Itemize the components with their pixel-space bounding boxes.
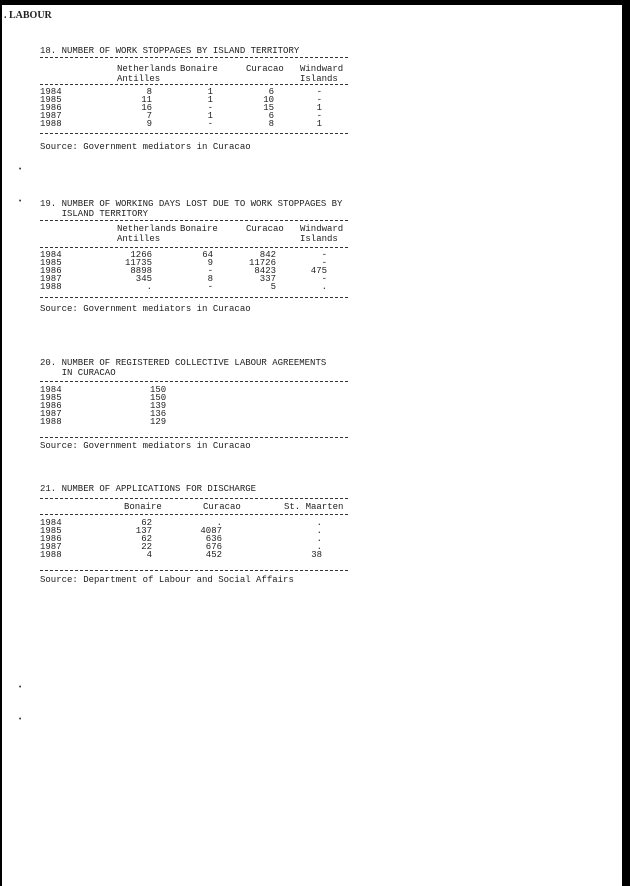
table-cell: - — [207, 282, 213, 292]
table-title: 18. NUMBER OF WORK STOPPAGES BY ISLAND TERRITORY — [40, 46, 300, 56]
dashed-rule — [40, 220, 348, 221]
column-header: Windward — [300, 64, 344, 74]
dashed-rule — [40, 498, 348, 499]
table-cell: . — [216, 518, 222, 528]
table-cell: - — [321, 258, 327, 268]
table-cell: 16 — [141, 103, 152, 113]
table-title: ISLAND TERRITORY — [40, 209, 149, 219]
table-cell: 1266 — [130, 250, 152, 260]
column-header: Curacao — [246, 224, 284, 234]
dashed-rule — [40, 514, 348, 515]
table-cell: 64 — [202, 250, 213, 260]
table-cell: 6 — [268, 87, 274, 97]
dashed-rule — [40, 84, 348, 85]
table-cell: 62 — [141, 518, 152, 528]
table-cell: - — [321, 274, 327, 284]
table-cell: 1 — [316, 103, 322, 113]
table-cell: 11735 — [124, 258, 152, 268]
scan-speck: • — [18, 684, 23, 692]
column-header: Netherlands — [117, 224, 177, 234]
row-year: 1985 — [40, 95, 62, 105]
row-year: 1986 — [40, 534, 62, 544]
table-cell: 842 — [259, 250, 276, 260]
table-cell: 22 — [141, 542, 152, 552]
table-cell: 137 — [135, 526, 152, 536]
row-year: 1988 — [40, 119, 62, 129]
table-cell: . — [146, 282, 152, 292]
table-cell: 1 — [207, 111, 213, 121]
table-cell: 136 — [150, 409, 167, 419]
row-year: 1985 — [40, 526, 62, 536]
row-year: 1984 — [40, 518, 62, 528]
column-header: Netherlands — [117, 64, 177, 74]
table-cell: - — [316, 111, 322, 121]
table-cell: 10 — [263, 95, 274, 105]
table-cell: 129 — [150, 417, 167, 427]
table-source: Source: Government mediators in Curacao — [40, 304, 251, 314]
scan-border-right — [622, 0, 630, 886]
scan-speck: • — [18, 166, 23, 174]
table-cell: . — [316, 526, 322, 536]
row-year: 1986 — [40, 103, 62, 113]
table-cell: 636 — [205, 534, 222, 544]
dashed-rule — [40, 133, 348, 134]
table-cell: 150 — [150, 385, 167, 395]
row-year: 1987 — [40, 274, 62, 284]
table-cell: 150 — [150, 393, 167, 403]
row-year: 1984 — [40, 250, 62, 260]
table-cell: 38 — [311, 550, 322, 560]
table-cell: 11 — [141, 95, 152, 105]
column-header: Islands — [300, 74, 338, 84]
row-year: 1986 — [40, 401, 62, 411]
table-cell: 8898 — [130, 266, 152, 276]
table-cell: 8423 — [254, 266, 276, 276]
dashed-rule — [40, 437, 348, 438]
table-cell: 4 — [146, 550, 152, 560]
table-cell: 62 — [141, 534, 152, 544]
column-header: Bonaire — [124, 502, 162, 512]
column-header: St. Maarten — [284, 502, 344, 512]
table-cell: 452 — [205, 550, 222, 560]
dashed-rule — [40, 297, 348, 298]
table-cell: 11726 — [248, 258, 276, 268]
table-cell: . — [316, 542, 322, 552]
row-year: 1987 — [40, 409, 62, 419]
table-source: Source: Government mediators in Curacao — [40, 441, 251, 451]
scan-speck: • — [18, 198, 23, 206]
dashed-rule — [40, 570, 348, 571]
table-cell: - — [207, 103, 213, 113]
table-cell: 139 — [150, 401, 167, 411]
table-title: 21. NUMBER OF APPLICATIONS FOR DISCHARGE — [40, 484, 257, 494]
table-source: Source: Government mediators in Curacao — [40, 142, 251, 152]
table-title: IN CURACAO — [40, 368, 116, 378]
column-header: Bonaire — [180, 64, 218, 74]
table-title: 20. NUMBER OF REGISTERED COLLECTIVE LABOUR AGREEMENTS — [40, 358, 327, 368]
row-year: 1988 — [40, 282, 62, 292]
table-cell: 1 — [207, 95, 213, 105]
column-header: Curacao — [203, 502, 241, 512]
table-cell: 9 — [207, 258, 213, 268]
row-year: 1984 — [40, 87, 62, 97]
table-cell: 8 — [146, 87, 152, 97]
table-cell: 4087 — [200, 526, 222, 536]
table-cell: 7 — [146, 111, 152, 121]
table-cell: 15 — [263, 103, 274, 113]
table-cell: . — [316, 534, 322, 544]
scan-speck: • — [18, 716, 23, 724]
table-cell: 1 — [316, 119, 322, 129]
table-cell: - — [321, 250, 327, 260]
dashed-rule — [40, 381, 348, 382]
row-year: 1988 — [40, 550, 62, 560]
column-header: Antilles — [117, 74, 161, 84]
column-header: Curacao — [246, 64, 284, 74]
table-cell: - — [316, 87, 322, 97]
table-cell: 676 — [205, 542, 222, 552]
column-header: Bonaire — [180, 224, 218, 234]
dashed-rule — [40, 57, 348, 58]
row-year: 1988 — [40, 417, 62, 427]
table-cell: . — [321, 282, 327, 292]
scan-border-left — [0, 0, 2, 886]
table-cell: 6 — [268, 111, 274, 121]
table-cell: 475 — [310, 266, 327, 276]
row-year: 1985 — [40, 258, 62, 268]
row-year: 1985 — [40, 393, 62, 403]
table-cell: 345 — [135, 274, 152, 284]
table-cell: 5 — [270, 282, 276, 292]
table-cell: 8 — [268, 119, 274, 129]
dashed-rule — [40, 247, 348, 248]
column-header: Antilles — [117, 234, 161, 244]
row-year: 1987 — [40, 542, 62, 552]
table-cell: . — [316, 518, 322, 528]
table-cell: 9 — [146, 119, 152, 129]
table-cell: - — [316, 95, 322, 105]
table-title: 19. NUMBER OF WORKING DAYS LOST DUE TO WORK STOPPAGES BY — [40, 199, 343, 209]
table-cell: - — [207, 266, 213, 276]
scan-border-top — [0, 0, 630, 5]
table-cell: 1 — [207, 87, 213, 97]
table-source: Source: Department of Labour and Social Affairs — [40, 575, 294, 585]
row-year: 1987 — [40, 111, 62, 121]
row-year: 1984 — [40, 385, 62, 395]
table-cell: 8 — [207, 274, 213, 284]
column-header: Windward — [300, 224, 344, 234]
table-cell: 337 — [259, 274, 276, 284]
column-header: Islands — [300, 234, 338, 244]
row-year: 1986 — [40, 266, 62, 276]
table-cell: - — [207, 119, 213, 129]
section-heading: . LABOUR — [4, 10, 52, 21]
